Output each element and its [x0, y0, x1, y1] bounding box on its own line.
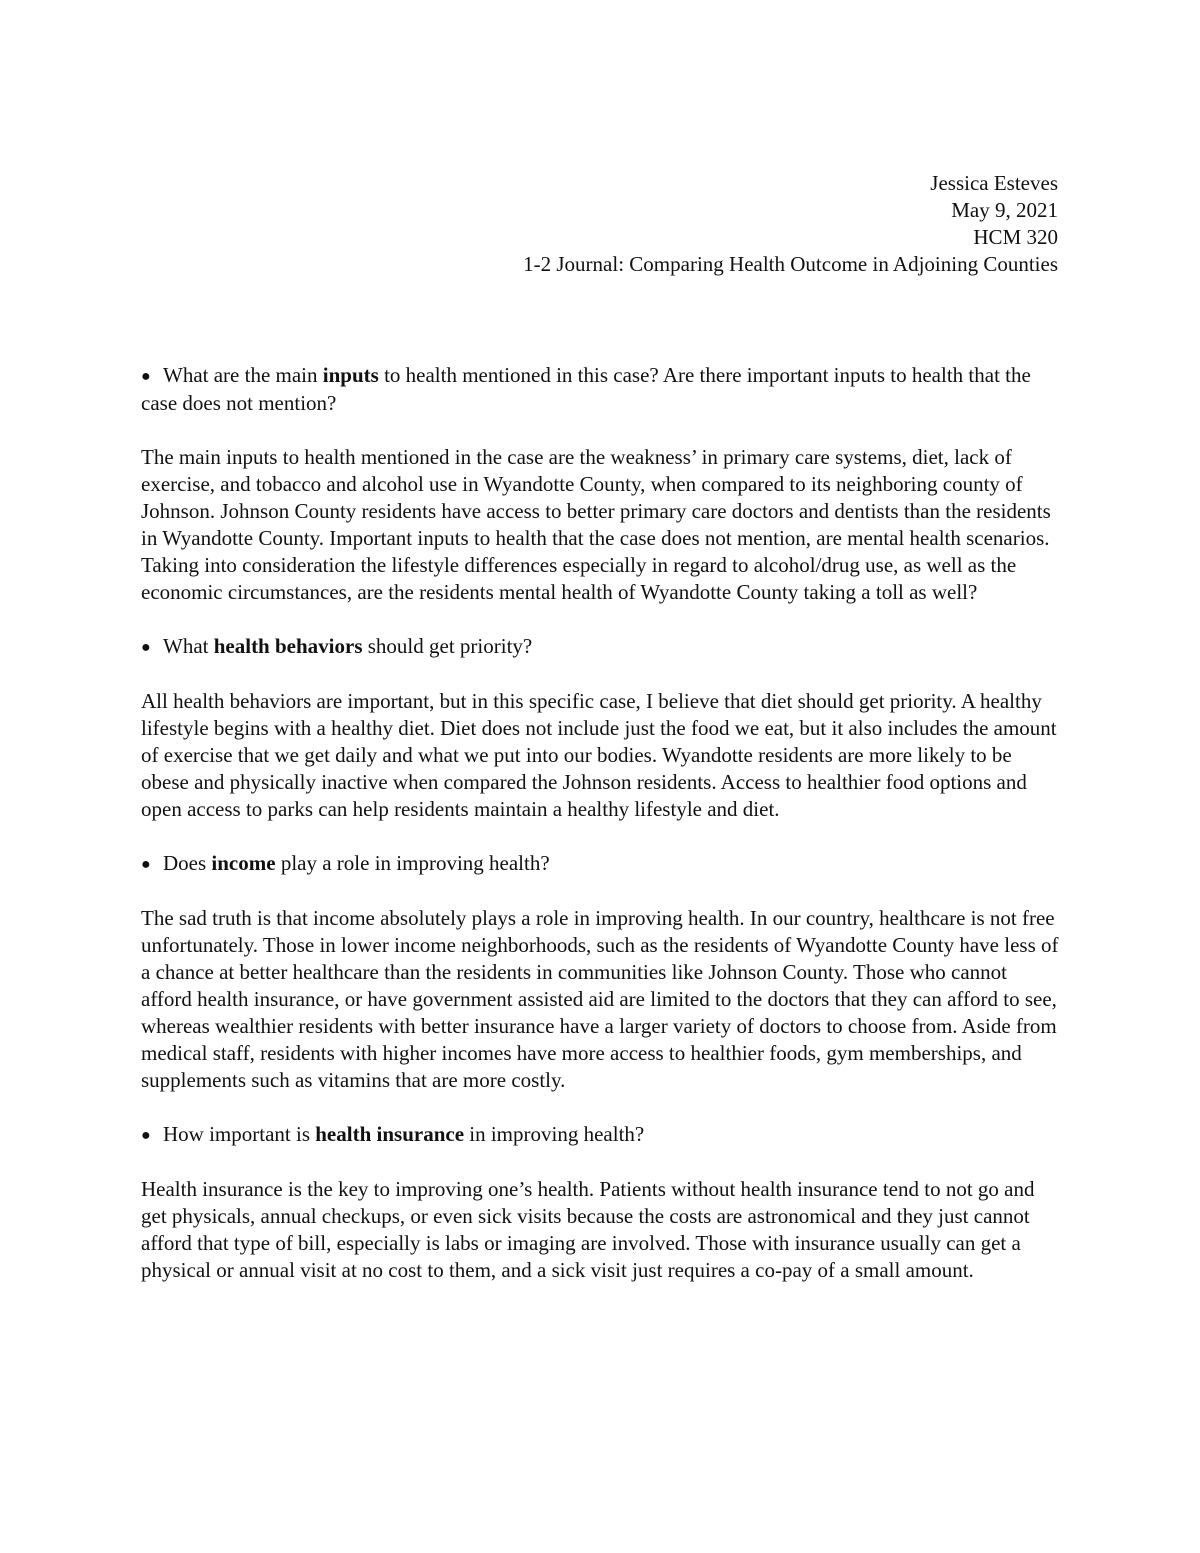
question-text-before: How important is [163, 1122, 316, 1146]
bullet-icon: ● [141, 368, 151, 385]
author-name: Jessica Esteves [930, 171, 1058, 195]
question-keyword: health insurance [315, 1122, 465, 1146]
document-date: May 9, 2021 [951, 198, 1058, 222]
question-health-behaviors [141, 633, 1061, 661]
bullet-icon: ● [141, 856, 151, 873]
question-health-insurance [141, 1121, 1061, 1149]
question-keyword: income [211, 851, 276, 875]
answer-inputs: The main inputs to health mentioned in the case are the weakness’ in primary care systems, diet, lack of exercise, and tobacco and alcohol use in Wyandotte County, when compared to its neighboring county of Johnson. Johnson County residents have access to better primary care doctors and dentists than the residents in Wyandotte County. Important inputs to health that the case does not mention, are mental health scenarios. Taking into consideration the lifestyle differences especially in regard to alcohol/drug use, as well as the economic circumstances, are the residents mental health of Wyandotte County taking a toll as well? [141, 445, 1051, 604]
question-income [141, 850, 1061, 878]
question-keyword: inputs [322, 363, 379, 387]
question-inputs [141, 362, 1061, 417]
question-keyword: health behaviors [213, 634, 363, 658]
question-text-after: should get priority? [362, 634, 533, 658]
answer-income: The sad truth is that income absolutely plays a role in improving health. In our country, healthcare is not free unfortunately. Those in lower income neighborhoods, such as the residents of Wyandotte County have less of a chance at better healthcare than the residents in communities like Johnson County. Those who cannot afford health insurance, or have government assisted aid are limited to the doctors that they can afford to see, whereas wealthier residents with better insurance have a larger variety of doctors to choose from. Aside from medical staff, residents with higher incomes have more access to healthier foods, gym memberships, and supplements such as vitamins that are more costly. [141, 906, 1059, 1092]
question-text-before: Does [163, 851, 212, 875]
document-body [141, 362, 1061, 1311]
assignment-title: 1-2 Journal: Comparing Health Outcome in Adjoining Counties [523, 252, 1058, 276]
question-text-after: play a role in improving health? [275, 851, 550, 875]
answer-health-behaviors: All health behaviors are important, but in this specific case, I believe that diet should get priority. A healthy lifestyle begins with a healthy diet. Diet does not include just the food we eat, but it also includes the amount of exercise that we get daily and what we put into our bodies. Wyandotte residents are more likely to be obese and physically inactive when compared the Johnson residents. Access to healthier food options and open access to parks can help residents maintain a healthy lifestyle and diet. [141, 689, 1057, 821]
question-text-before: What [163, 634, 214, 658]
question-text-before: What are the main [163, 363, 323, 387]
course-code: HCM 320 [973, 225, 1058, 249]
answer-health-insurance: Health insurance is the key to improving one’s health. Patients without health insurance tend to not go and get physicals, annual checkups, or even sick visits because the costs are astronomical and they just cannot afford that type of bill, especially is labs or imaging are involved. Those with insurance usually can get a physical or annual visit at no cost to them, and a sick visit just requires a co-pay of a small amount. [141, 1177, 1035, 1282]
document-header [523, 170, 1058, 278]
bullet-icon: ● [141, 639, 151, 656]
question-text-after: in improving health? [464, 1122, 645, 1146]
bullet-icon: ● [141, 1127, 151, 1144]
question-text-after: to health mentioned in this case? Are there important inputs to health that the case does not mention? [141, 363, 1031, 415]
